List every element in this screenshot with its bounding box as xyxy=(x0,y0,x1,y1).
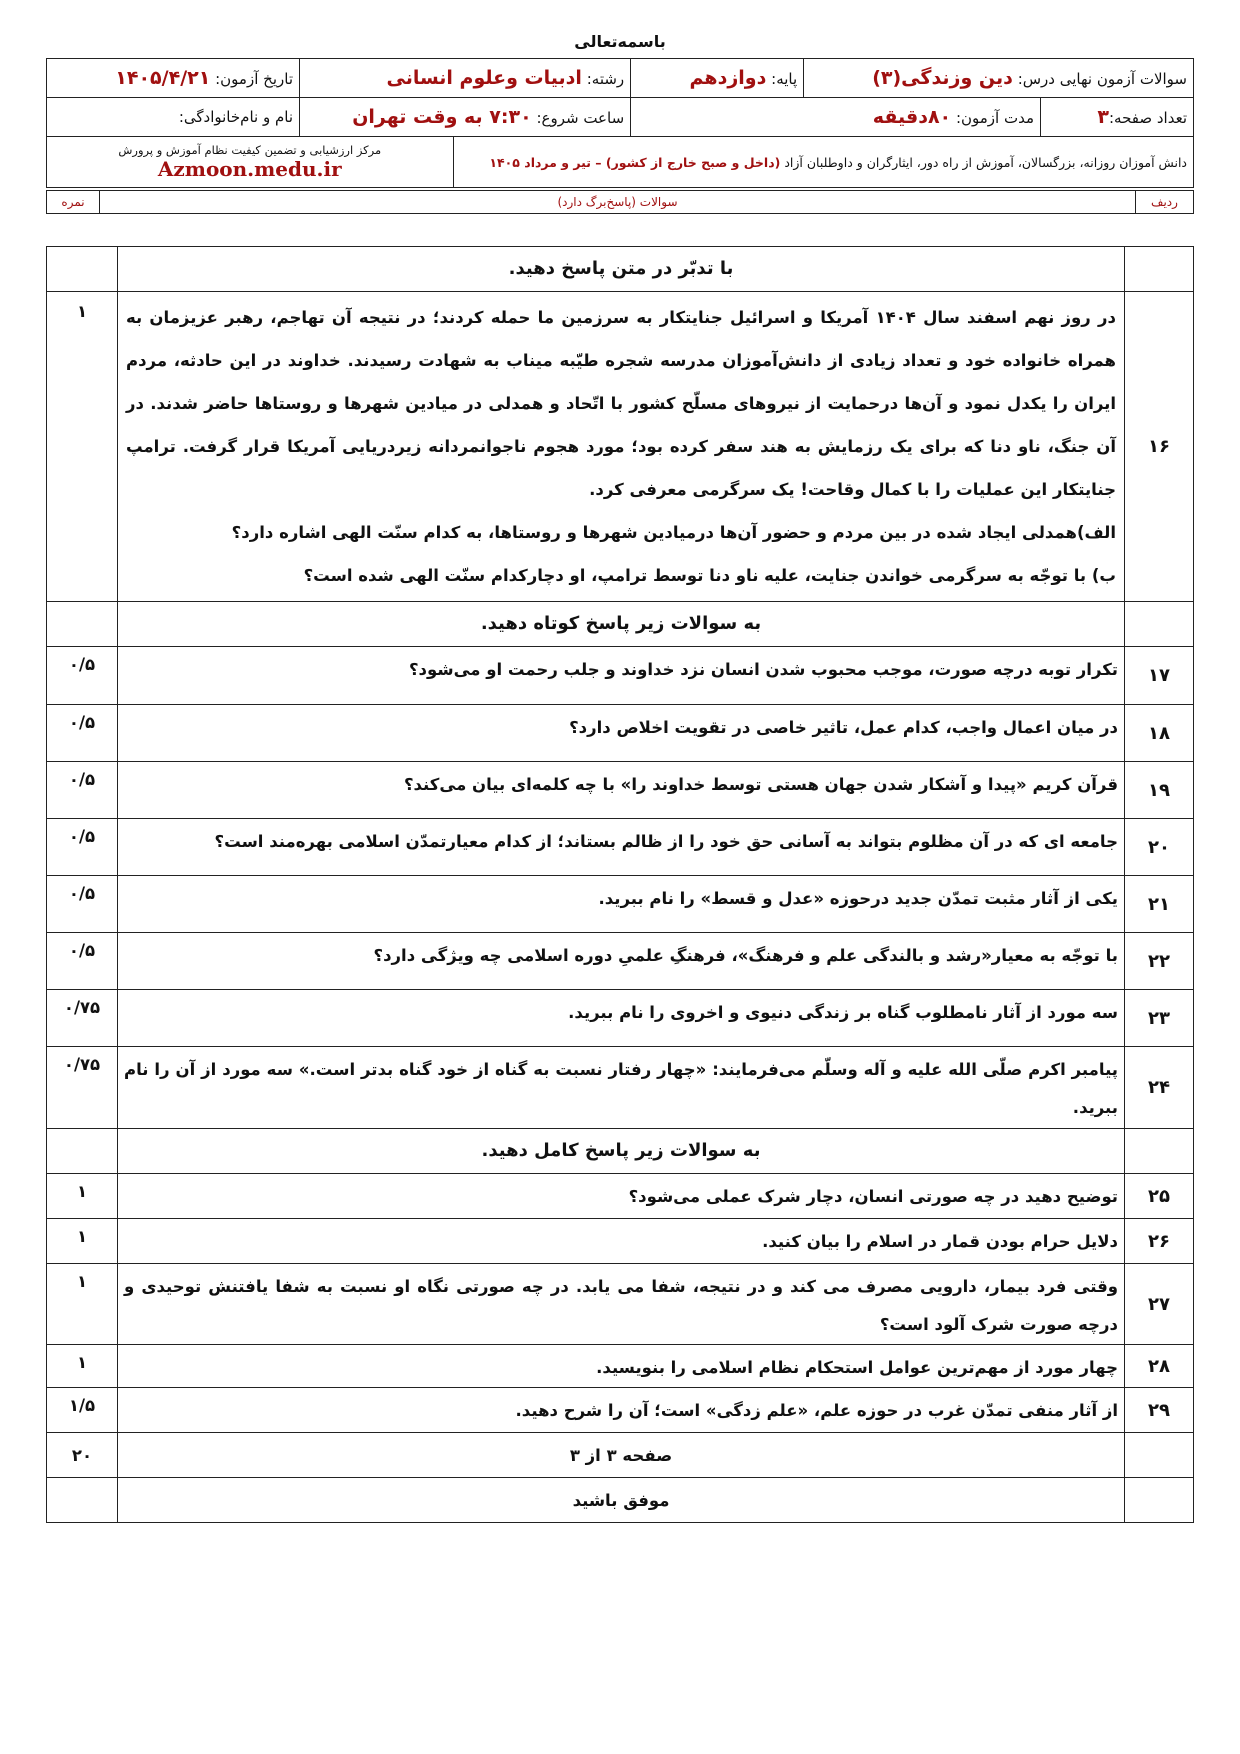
question-number: ۲۴ xyxy=(1125,1047,1194,1129)
org-cell xyxy=(47,137,454,188)
student-name-cell: نام و نام‌خانوادگی: xyxy=(47,98,300,137)
question-number: ۱۶ xyxy=(1125,292,1194,602)
question-text: با توجّه به معیار«رشد و بالندگی علم و فرهنگ»، فرهنگِ علمیِ دوره اسلامی چه ویژگی دارد؟ xyxy=(118,933,1125,990)
question-row xyxy=(47,1264,1194,1345)
session-value: (داخل و صبح خارج از کشور) – تیر و مرداد ۱۴۰۵ xyxy=(489,154,781,170)
question-text: از آثار منفی تمدّن غرب در حوزه علم، «علم زدگی» است؛ آن را شرح دهید. xyxy=(118,1388,1125,1433)
duration-cell: مدت آزمون: ۸۰دقیقه xyxy=(631,98,1041,137)
question-number: ۱۷ xyxy=(1125,647,1194,705)
question-score: ۰/۵ xyxy=(47,819,118,876)
question-number: ۲۷ xyxy=(1125,1264,1194,1345)
question-row xyxy=(47,1047,1194,1129)
good-luck-text: موفق باشید xyxy=(118,1478,1125,1523)
date-cell: تاریخ آزمون: ۱۴۰۵/۴/۲۱ xyxy=(47,59,300,98)
course-name: دین وزندگی(۳) xyxy=(872,67,1013,89)
question-row xyxy=(47,1219,1194,1264)
question-text: توضیح دهید در چه صورتی انسان، دچار شرک عملی می‌شود؟ xyxy=(118,1174,1125,1219)
question-text: وقتی فرد بیمار، دارویی مصرف می کند و در نتیجه، شفا می یابد. در چه صورتی نگاه او نسبت به شفا یافتنش توحیدی و درچه صورت شرک آلود است؟ xyxy=(118,1264,1125,1345)
bismillah: باسمه‌تعالی xyxy=(574,32,666,51)
question-row xyxy=(47,933,1194,990)
long-questions xyxy=(47,1174,1194,1433)
question-text xyxy=(118,292,1125,602)
question-number: ۲۱ xyxy=(1125,876,1194,933)
question-row xyxy=(47,705,1194,762)
question-row xyxy=(47,990,1194,1047)
question-score: ۰/۵ xyxy=(47,876,118,933)
page-footer-row xyxy=(47,1433,1194,1478)
question-number: ۱۹ xyxy=(1125,762,1194,819)
question-text: در میان اعمال واجب، کدام عمل، تاثیر خاصی در تقویت اخلاص دارد؟ xyxy=(118,705,1125,762)
question-text: قرآن کریم «پیدا و آشکار شدن جهان هستی توسط خداوند را» با چه کلمه‌ای بیان می‌کند؟ xyxy=(118,762,1125,819)
question-number: ۲۶ xyxy=(1125,1219,1194,1264)
question-row xyxy=(47,1388,1194,1433)
duration-value: ۸۰دقیقه xyxy=(872,106,952,128)
page-count: ۳ xyxy=(1097,106,1109,128)
pages-cell: تعداد صفحه:۳ xyxy=(1041,98,1194,137)
question-row xyxy=(47,647,1194,705)
question-score: ۱ xyxy=(47,1264,118,1345)
question-score: ۱/۵ xyxy=(47,1388,118,1433)
course-cell: سوالات آزمون نهایی درس: دین وزندگی(۳) xyxy=(804,59,1194,98)
grade-cell: پایه: دوازدهم xyxy=(631,59,804,98)
question-number: ۱۸ xyxy=(1125,705,1194,762)
exam-date: ۱۴۰۵/۴/۲۱ xyxy=(115,67,211,89)
question-row xyxy=(47,1174,1194,1219)
question-text: سه مورد از آثار نامطلوب گناه بر زندگی دنیوی و اخروی را نام ببرید. xyxy=(118,990,1125,1047)
questions-table xyxy=(46,246,1194,1523)
question-score: ۰/۷۵ xyxy=(47,1047,118,1129)
question-score: ۱ xyxy=(47,1219,118,1264)
org-name: مرکز ارزشیابی و تضمین کیفیت نظام آموزش و پرورش xyxy=(118,143,382,157)
question-text: چهار مورد از مهم‌ترین عوامل استحکام نظام اسلامی را بنویسید. xyxy=(118,1345,1125,1388)
section-header-long: به سوالات زیر پاسخ کامل دهید. xyxy=(47,1129,1194,1174)
question-part-a: الف)همدلی ایجاد شده در بین مردم و حضور آن‌ها درمیادین شهرها و روستاها، به کدام سنّت الهی اشاره دارد؟ xyxy=(231,523,1116,542)
question-row xyxy=(47,762,1194,819)
grade-value: دوازدهم xyxy=(689,67,767,89)
question-score: ۰/۵ xyxy=(47,705,118,762)
col-score-label: نمره xyxy=(47,191,100,214)
col-questions-label: سوالات (پاسخ‌برگ دارد) xyxy=(100,191,1136,214)
closing-row xyxy=(47,1478,1194,1523)
question-text: جامعه ای که در آن مظلوم بتواند به آسانی حق خود را از ظالم بستاند؛ از کدام معیارتمدّن اسلامی بهره‌مند است؟ xyxy=(118,819,1125,876)
question-number: ۲۹ xyxy=(1125,1388,1194,1433)
section-header-reflection: با تدبّر در متن پاسخ دهید. xyxy=(47,247,1194,292)
question-row xyxy=(47,876,1194,933)
page-indicator: صفحه ۳ از ۳ xyxy=(118,1433,1125,1478)
question-score: ۰/۵ xyxy=(47,933,118,990)
exam-header xyxy=(46,58,1194,188)
question-text: دلایل حرام بودن قمار در اسلام را بیان کنید. xyxy=(118,1219,1125,1264)
field-value: ادبیات وعلوم انسانی xyxy=(386,67,582,89)
question-number: ۲۰ xyxy=(1125,819,1194,876)
section-header-short: به سوالات زیر پاسخ کوتاه دهید. xyxy=(47,602,1194,647)
question-row xyxy=(47,819,1194,876)
question-text: یکی از آثار مثبت تمدّن جدید درحوزه «عدل و قسط» را نام ببرید. xyxy=(118,876,1125,933)
question-row xyxy=(47,1345,1194,1388)
total-score: ۲۰ xyxy=(47,1433,118,1478)
field-cell: رشته: ادبیات وعلوم انسانی xyxy=(300,59,631,98)
question-text: تکرار توبه درچه صورت، موجب محبوب شدن انسان نزد خداوند و جلب رحمت او می‌شود؟ xyxy=(118,647,1125,705)
question-row xyxy=(47,292,1194,602)
question-score: ۱ xyxy=(47,1174,118,1219)
question-score: ۰/۷۵ xyxy=(47,990,118,1047)
question-number: ۲۲ xyxy=(1125,933,1194,990)
question-score: ۰/۵ xyxy=(47,762,118,819)
question-score: ۱ xyxy=(47,292,118,602)
audience-cell: دانش آموزان روزانه، بزرگسالان، آموزش از راه دور، ایثارگران و داوطلبان آزاد (داخل و صبح خارج از کشور) – تیر و مرداد ۱۴۰۵ xyxy=(453,137,1193,188)
col-row-label: ردیف xyxy=(1136,191,1194,214)
start-time-value: ۷:۳۰ به وقت تهران xyxy=(352,106,532,128)
question-passage: در روز نهم اسفند سال ۱۴۰۴ آمریکا و اسرائیل جنایتکار به سرزمین ما حمله کردند؛ در نتیجه آن تهاجم، رهبر عزیزمان به همراه خانواده خود و تعداد زیادی از دانش‌آموزان مدرسه شجره طیّبه میناب به شهادت رسیدند. خداوند در این حادثه، مردم ایران را یکدل نمود و آن‌ها درحمایت از نیروهای مسلّح کشور با اتّحاد و همدلی در میادین شهرها و روستاها حاضر شدند. در آن جنگ، ناو دنا که برای یک رزمایش به هند سفر کرده بود؛ مورد هجوم ناجوانمردانه زیردریایی آمریکا قرار گرفت. ترامپ جنایتکار این عملیات را با کمال وقاحت! یک سرگرمی معرفی کرد. xyxy=(126,308,1117,499)
question-score: ۱ xyxy=(47,1345,118,1388)
question-number: ۲۳ xyxy=(1125,990,1194,1047)
start-time-cell: ساعت شروع: ۷:۳۰ به وقت تهران xyxy=(300,98,631,137)
short-questions xyxy=(47,647,1194,1129)
website-link[interactable]: Azmoon.medu.ir xyxy=(157,157,342,181)
question-text: پیامبر اکرم صلّی الله علیه و آله وسلّم می‌فرمایند: «چهار رفتار نسبت به گناه از خود گناه بدتر است.» سه مورد از آن را نام ببرید. xyxy=(118,1047,1125,1129)
question-number: ۲۵ xyxy=(1125,1174,1194,1219)
column-header xyxy=(46,190,1194,214)
question-score: ۰/۵ xyxy=(47,647,118,705)
question-number: ۲۸ xyxy=(1125,1345,1194,1388)
question-part-b: ب) با توجّه به سرگرمی خواندن جنایت، علیه ناو دنا توسط ترامپ، او دچارکدام سنّت الهی شده است؟ xyxy=(303,566,1116,585)
